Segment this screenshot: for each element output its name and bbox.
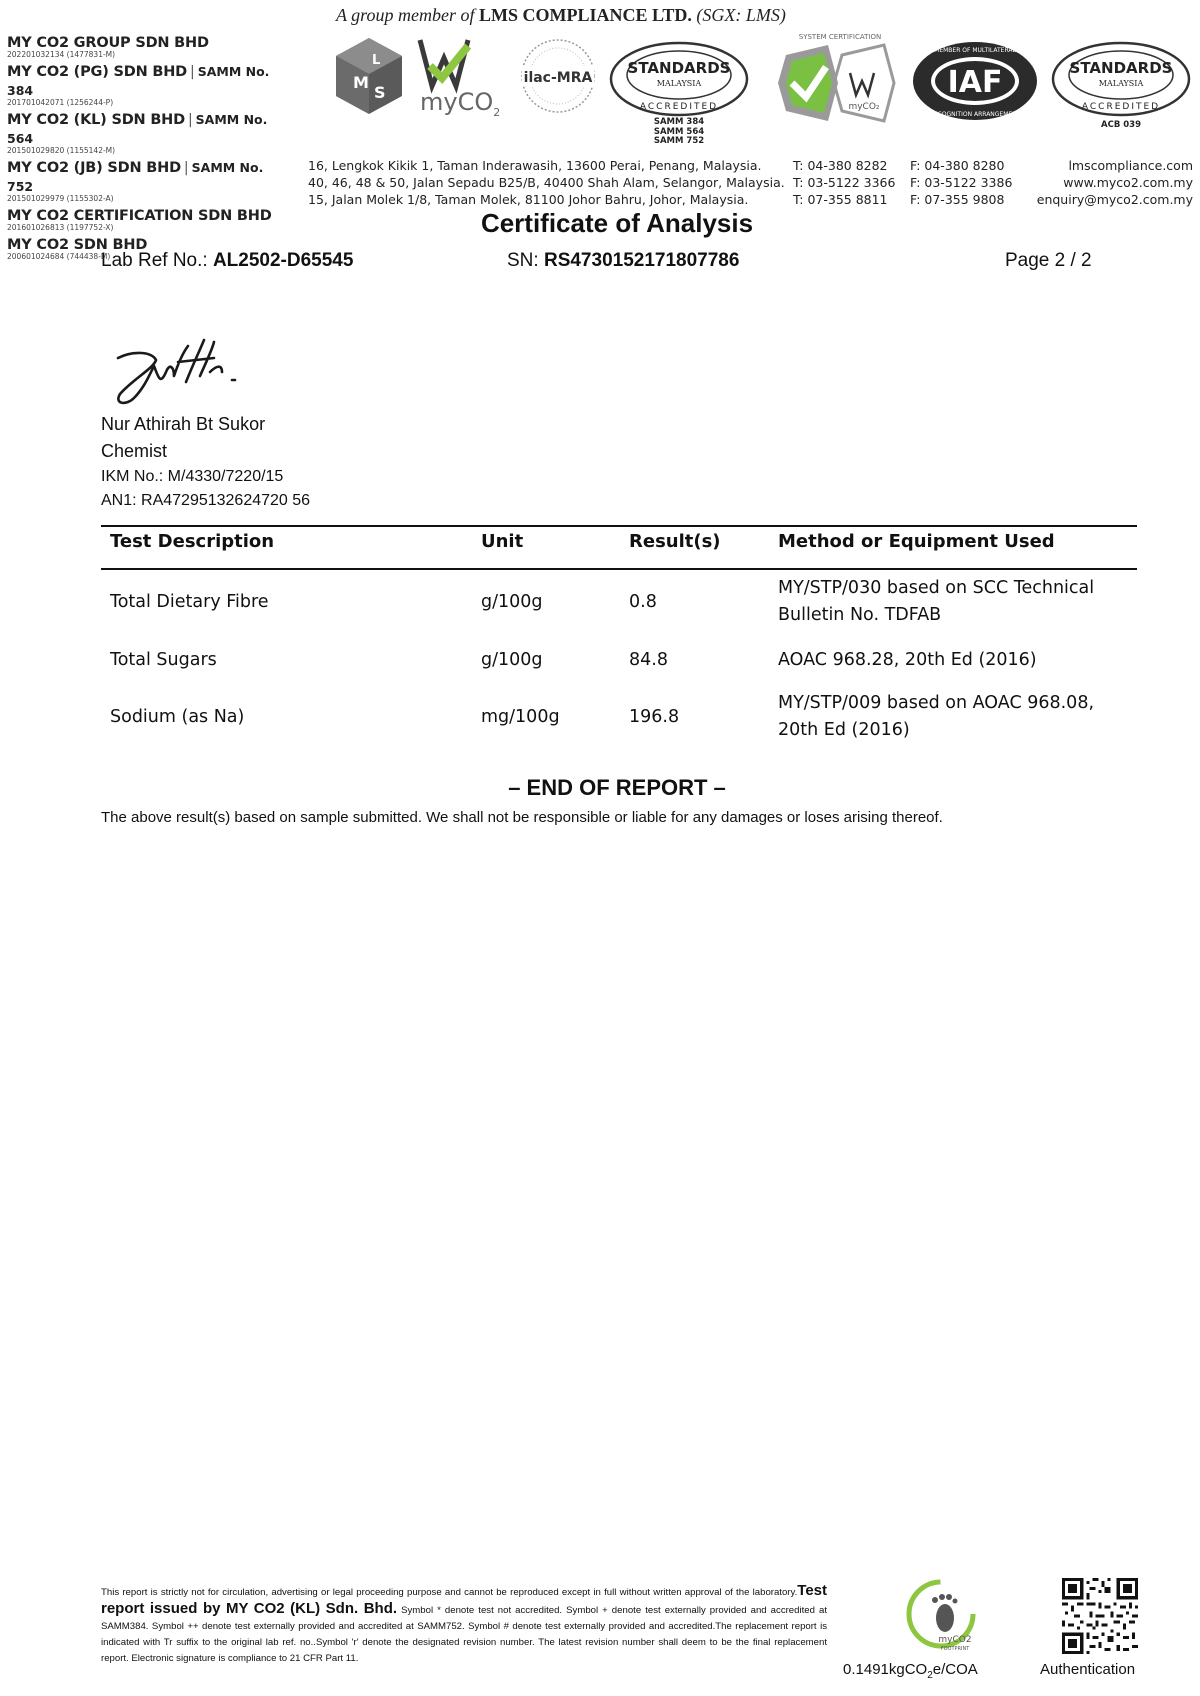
svg-text:L: L [372,53,381,68]
company-item: MY CO2 (KL) SDN BHD | SAMM No. 564 201501029820 (1155142-M) [7,109,287,155]
svg-text:MEMBER OF MULTILATERAL: MEMBER OF MULTILATERAL [934,47,1016,54]
table-top-rule [101,525,1137,527]
svg-text:STANDARDS: STANDARDS [1069,59,1173,77]
company-name: MY CO2 GROUP SDN BHD [7,35,209,51]
web-block [1037,157,1193,208]
phone-block [793,157,895,208]
signature-image [104,332,244,410]
end-of-report: – END OF REPORT – [508,775,726,800]
page-title: Certificate of Analysis [480,208,754,238]
company-reg: 200601024684 (744438-M) [7,252,111,261]
system-certification-logo [778,33,902,125]
company-item: MY CO2 (PG) SDN BHD | SAMM No. 384 201701042071 (1256244-P) [7,61,287,107]
row-result: 196.8 [629,707,680,727]
fax-line: F: 07-355 9808 [910,192,1005,207]
method-line: MY/STP/030 based on SCC Technical [778,578,1095,598]
samm-line: SAMM 384 [653,117,705,127]
address-line: 16, Lengkok Kikik 1, Taman Inderawasih, 13600 Perai, Penang, Malaysia. [308,158,762,173]
address-line: 15, Jalan Molek 1/8, Taman Molek, 81100 Johor Bahru, Johor, Malaysia. [308,192,749,207]
svg-text:ACCREDITED: ACCREDITED [1081,102,1161,112]
svg-text:RECOGNITION ARRANGEMENT: RECOGNITION ARRANGEMENT [929,111,1021,118]
myco2-text: myCO [420,88,494,116]
row-unit: g/100g [481,650,543,670]
carbon-footprint-value: 0.1491kgCO$_2$e/COA [843,1661,978,1681]
method-line: MY/STP/009 based on AOAC 968.08, [778,693,1095,713]
svg-text:FOOTPRINT: FOOTPRINT [940,1646,970,1652]
header-method: Method or Equipment Used [778,531,1055,552]
header-unit: Unit [481,531,524,552]
issuer-statement: Test report issued by MY CO2 (KL) Sdn. Bhd. [101,1582,827,1617]
authentication-qr-code[interactable] [1062,1578,1138,1654]
carbon-footprint-logo [905,1578,977,1654]
phone-line: T: 03-5122 3366 [793,175,896,190]
samm-number: SAMM No. 752 [7,160,264,194]
iaf-logo [910,40,1040,122]
header-test-description: Test Description [110,531,275,552]
company-reg: 201701042071 (1256244-P) [7,98,114,107]
method-line: 20th Ed (2016) [778,720,910,740]
sn-label: SN: [507,250,539,271]
disclaimer: The above result(s) based on sample submitted. We shall not be responsible or liable for any damages or loses arising thereof. [101,809,943,826]
sn-value: RS4730152171807786 [543,250,740,271]
myco2-mark-icon [412,36,507,96]
company-name: MY CO2 (JB) SDN BHD [7,160,181,176]
company-name: MY CO2 SDN BHD [7,237,148,253]
company-reg: 201501029979 (1155302-A) [7,194,114,203]
fax-line: F: 03-5122 3386 [910,175,1013,190]
address-line: 40, 46, 48 & 50, Jalan Sepadu B25/B, 40400 Shah Alam, Selangor, Malaysia. [308,175,785,190]
email-link[interactable]: enquiry@myco2.com.my [1036,192,1193,207]
samm-number: SAMM No. 384 [7,64,270,98]
lab-ref-label: Lab Ref No.: [101,250,208,271]
row-unit: mg/100g [481,707,560,727]
company-name: MY CO2 CERTIFICATION SDN BHD [7,208,272,224]
method-line: Bulletin No. TDFAB [778,605,942,625]
row-method [778,690,1094,744]
company-item: MY CO2 (JB) SDN BHD | SAMM No. 752 201501029979 (1155302-A) [7,157,287,203]
footer-note-text: This report is strictly not for circulation, advertising or legal proceeding purpose and cannot be reproduced except in full without written approval of the laboratory. [101,1587,798,1598]
row-unit: g/100g [481,592,543,612]
myco2-logo [412,36,507,118]
row-method [778,647,1037,674]
address-block [308,157,785,208]
fax-line: F: 04-380 8280 [910,158,1005,173]
row-description: Sodium (as Na) [110,707,245,727]
svg-text:STANDARDS: STANDARDS [627,59,731,77]
company-reg: 201601026813 (1197752-X) [7,223,114,232]
table-header-rule [101,568,1137,570]
ilac-mra-logo [520,36,596,116]
acb-number: ACB 039 [1101,120,1141,130]
row-result: 84.8 [629,650,668,670]
svg-text:MALAYSIA: MALAYSIA [1098,79,1144,88]
svg-text:ilac-MRA: ilac-MRA [523,70,593,86]
standards-malaysia-acb-logo [1050,40,1192,132]
standards-malaysia-logo [608,40,750,148]
company-name: MY CO2 (PG) SDN BHD [7,64,187,80]
signatory-role: Chemist [101,441,168,461]
lms-logo [334,36,404,116]
signatory-an1: AN1: RA47295132624720 56 [101,492,311,509]
method-line: AOAC 968.28, 20th Ed (2016) [778,650,1037,670]
svg-text:S: S [374,83,386,102]
company-name: MY CO2 (KL) SDN BHD [7,112,185,128]
signatory-ikm: IKM No.: M/4330/7220/15 [101,468,284,485]
company-reg: 201501029820 (1155142-M) [7,146,116,155]
company-reg: 202201032134 (1477831-M) [7,50,116,59]
authentication-label: Authentication [1040,1661,1136,1678]
footer-note-text: Symbol * denote test not accredited. Symbol + denote test externally provided and accredited at SAMM384. Symbol ++ denote test externally provided and accredited at SAMM752. Symbol # denote test externally provided and accredited.The replacement report is indicated with Tr suffix to the original lab ref. no..Symbol 'r' denote the designated revision number. The latest revision number shall deem to be the final replacement report. Electronic signature is compliance to 21 CFR Part 11. [101,1605,827,1664]
svg-text:ACCREDITED: ACCREDITED [639,102,719,112]
samm-line: SAMM 752 [653,136,705,146]
phone-line: T: 07-355 8811 [793,192,888,207]
company-item [7,32,287,59]
fax-block [910,157,1012,208]
myco2-sub: 2 [493,105,501,119]
system-certification-label: SYSTEM CERTIFICATION [798,33,882,41]
svg-text:M: M [353,73,369,92]
website-link[interactable]: lmscompliance.com [1068,158,1193,173]
row-description: Total Sugars [110,650,217,670]
row-result: 0.8 [629,592,657,612]
website-link[interactable]: www.myco2.com.my [1063,175,1193,190]
svg-text:myCO₂: myCO₂ [848,102,880,112]
page-number: Page 2 / 2 [1005,250,1092,271]
footer-note [101,1583,827,1667]
lab-ref [101,250,353,272]
svg-text:myCO2: myCO2 [938,1635,972,1645]
svg-text:IAF: IAF [947,65,1003,100]
row-description: Total Dietary Fibre [110,592,269,612]
lab-ref-value: AL2502-D65545 [212,250,354,271]
signatory-name: Nur Athirah Bt Sukor [101,414,266,434]
serial-number [507,250,739,272]
header-results: Result(s) [629,531,721,552]
samm-line: SAMM 564 [653,126,705,137]
row-method [778,575,1094,629]
phone-line: T: 04-380 8282 [793,158,888,173]
group-tagline: A group member of LMS COMPLIANCE LTD. (SGX: LMS) [336,5,786,25]
svg-text:MALAYSIA: MALAYSIA [656,79,702,88]
samm-number: SAMM No. 564 [7,112,268,146]
